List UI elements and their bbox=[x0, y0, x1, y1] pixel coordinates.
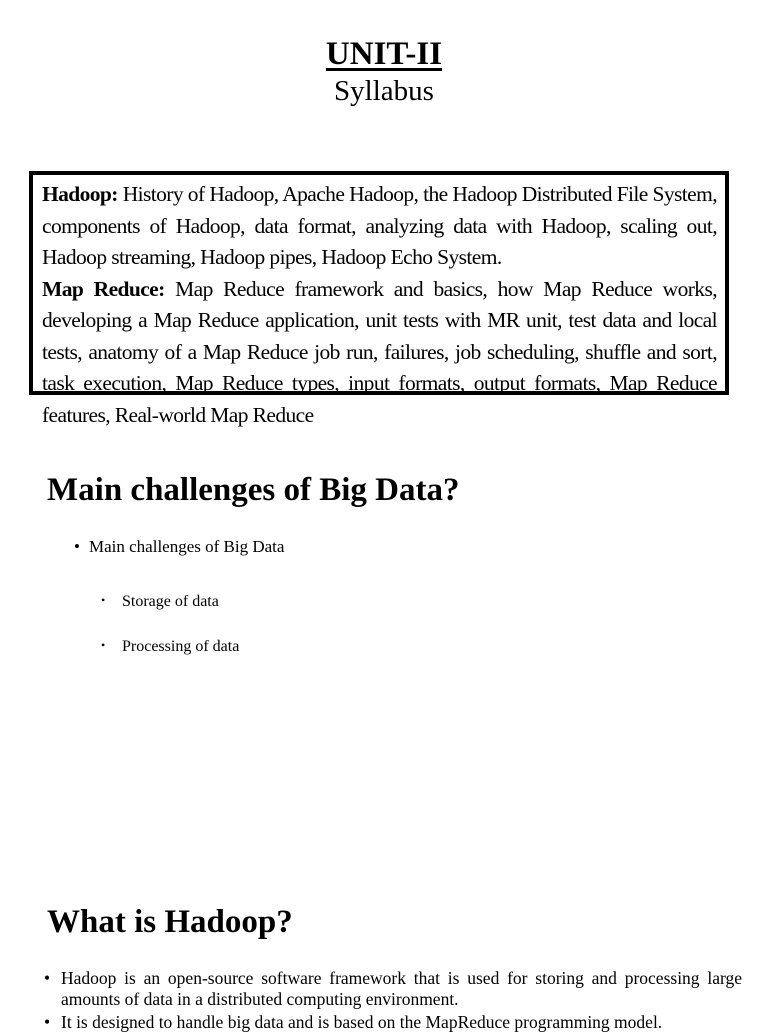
hadoop-description bbox=[44, 968, 742, 1033]
hadoop-syllabus-paragraph bbox=[42, 179, 717, 274]
unit-title: UNIT-II bbox=[325, 36, 443, 72]
sub-bullet-storage bbox=[101, 590, 219, 612]
bullet-icon: • bbox=[74, 537, 80, 556]
hadoop-paragraph-text: Hadoop is an open-source software framework that is used for storing and processing large amounts of data in a distributed computing environment. bbox=[61, 968, 742, 1009]
challenges-bullet bbox=[74, 536, 284, 558]
bullet-icon: • bbox=[44, 1012, 51, 1032]
hadoop-paragraph bbox=[44, 968, 742, 1010]
challenges-bullet-text: Main challenges of Big Data bbox=[89, 537, 285, 556]
syllabus-box bbox=[29, 171, 729, 427]
sub-bullet-text: Processing of data bbox=[122, 638, 240, 655]
sub-bullet-text: Storage of data bbox=[122, 593, 219, 610]
what-is-hadoop-heading: What is Hadoop? bbox=[47, 904, 293, 940]
bullet-icon: • bbox=[44, 968, 51, 988]
hadoop-label: Hadoop: bbox=[42, 182, 118, 206]
mapreduce-topics: Map Reduce framework and basics, how Map Reduce works, developing a Map Reduce application, unit tests with MR unit, test data and local tests, anatomy of a Map Reduce job run, failures, job scheduling, shuffle and sort, task execution, Map Reduce types, input formats, output formats, Map Reduce features, Real-world Map Reduce bbox=[42, 276, 717, 427]
challenges-heading: Main challenges of Big Data? bbox=[47, 472, 460, 508]
hadoop-topics: History of Hadoop, Apache Hadoop, the Hadoop Distributed File System, components of Hadoop, data format, analyzing data with Hadoop, scaling out, Hadoop streaming, Hadoop pipes, Hadoop Echo System. bbox=[42, 182, 718, 269]
mapreduce-label: Map Reduce: bbox=[42, 276, 165, 301]
sub-bullet-processing bbox=[101, 635, 239, 657]
bullet-icon: • bbox=[101, 593, 106, 607]
hadoop-paragraph-text: It is designed to handle big data and is based on the MapReduce programming model. bbox=[61, 1012, 663, 1032]
syllabus-subtitle: Syllabus bbox=[334, 75, 434, 107]
mapreduce-syllabus-paragraph bbox=[42, 274, 717, 432]
hadoop-paragraph bbox=[44, 1012, 742, 1033]
bullet-icon: • bbox=[101, 638, 106, 652]
